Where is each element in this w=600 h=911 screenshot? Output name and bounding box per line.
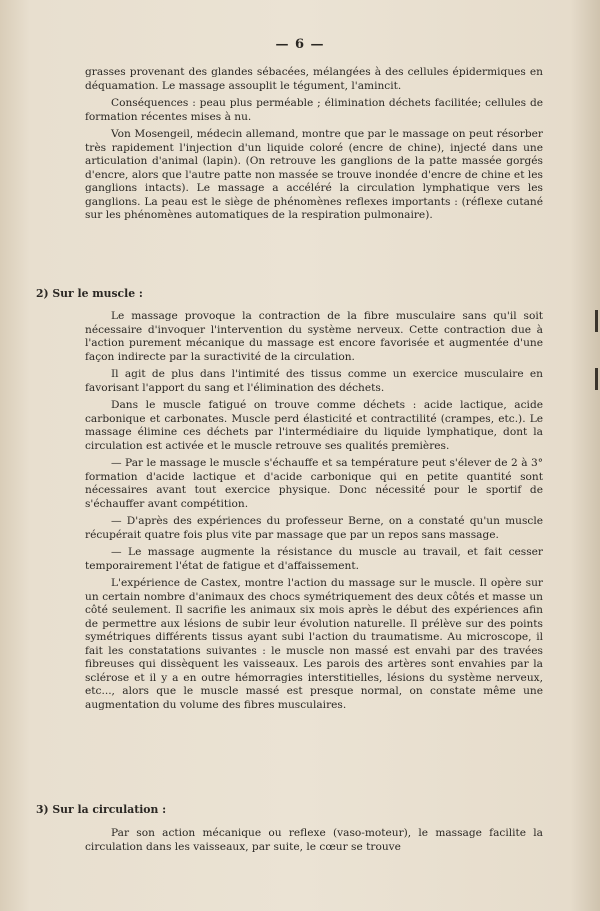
circulation-section bbox=[85, 827, 543, 858]
muscle-section bbox=[85, 310, 543, 716]
section-heading-muscle: 2) Sur le muscle : bbox=[36, 287, 143, 300]
paragraph: Conséquences : peau plus perméable ; élimination déchets facilitée; cellules de formation récentes mises à nu. bbox=[85, 97, 543, 123]
paragraph: L'expérience de Castex, montre l'action du massage sur le muscle. Il opère sur un certain nombre d'animaux des chocs symétriquement des deux côtés et masse un côté seulement. Il sacrifie les animaux six mois après le début des expériences afin de permettre aux lésions de subir leur évolution naturelle. Il prélève sur des points symétriques différents tissus ayant subi l'action du traumatisme. Au microscope, il fait les constatations suivantes : le muscle non massé est envahi par des travées fibreuses qui dissèquent les vaisseaux. Les parois des artères sont envahies par la sclérose et il y a en outre hémorragies interstitielles, lésions du système nerveux, etc..., alors que le muscle massé est presque normal, on constate même une augmentation du volume des fibres musculaires. bbox=[85, 577, 543, 711]
section-heading-circulation: 3) Sur la circulation : bbox=[36, 803, 167, 816]
paragraph: — Par le massage le muscle s'échauffe et sa température peut s'élever de 2 à 3° formation d'acide lactique et d'acide carbonique qui en petite quantité sont nécessaires avant tout exercice physique. Donc nécessité pour le sportif de s'échauffer avant compétition. bbox=[85, 457, 543, 510]
paragraph: — Le massage augmente la résistance du muscle au travail, et fait cesser temporairement l'état de fatigue et d'affaissement. bbox=[85, 546, 543, 572]
paragraph: Le massage provoque la contraction de la fibre musculaire sans qu'il soit nécessaire d'invoquer l'intervention du système nerveux. Cette contraction due à l'action purement mécanique du massage est encore favorisée et augmentée d'une façon indirecte par la suractivité de la circulation. bbox=[85, 310, 543, 363]
paragraph: grasses provenant des glandes sébacées, mélangées à des cellules épidermiques en déquamation. Le massage assouplit le tégument, l'amincit. bbox=[85, 66, 543, 92]
paragraph: — D'après des expériences du professeur Berne, on a constaté qu'un muscle récupérait quatre fois plus vite par massage que par un repos sans massage. bbox=[85, 515, 543, 541]
paragraph: Dans le muscle fatigué on trouve comme déchets : acide lactique, acide carbonique et carbonates. Muscle perd élasticité et contractilité (crampes, etc.). Le massage élimine ces déchets par l'intermédiaire du liquide lymphatique, dont la circulation est activée et le muscle retrouve ses qualités premières. bbox=[85, 399, 543, 452]
page-edge-mark bbox=[595, 368, 598, 390]
paragraph: Il agit de plus dans l'intimité des tissus comme un exercice musculaire en favorisant l'apport du sang et l'élimination des déchets. bbox=[85, 368, 543, 394]
page-edge-mark bbox=[595, 310, 598, 332]
paragraph: Par son action mécanique ou reflexe (vaso-moteur), le massage facilite la circulation dans les vaisseaux, par suite, le cœur se trouve bbox=[85, 827, 543, 853]
intro-section bbox=[85, 66, 543, 227]
page-number: — 6 — bbox=[275, 37, 325, 52]
paragraph: Von Mosengeil, médecin allemand, montre que par le massage on peut résorber très rapidement l'injection d'un liquide coloré (encre de chine), injecté dans une articulation d'animal (lapin). (On retrouve les ganglions de la patte massée gorgés d'encre, alors que l'autre patte non massée se trouve inondée d'encre de chine et les ganglions intacts). Le massage a accéléré la circulation lymphatique vers les ganglions. La peau est le siège de phénomènes reflexes importants : (réflexe cutané sur les phénomènes automatiques de la respiration pulmonaire). bbox=[85, 128, 543, 221]
